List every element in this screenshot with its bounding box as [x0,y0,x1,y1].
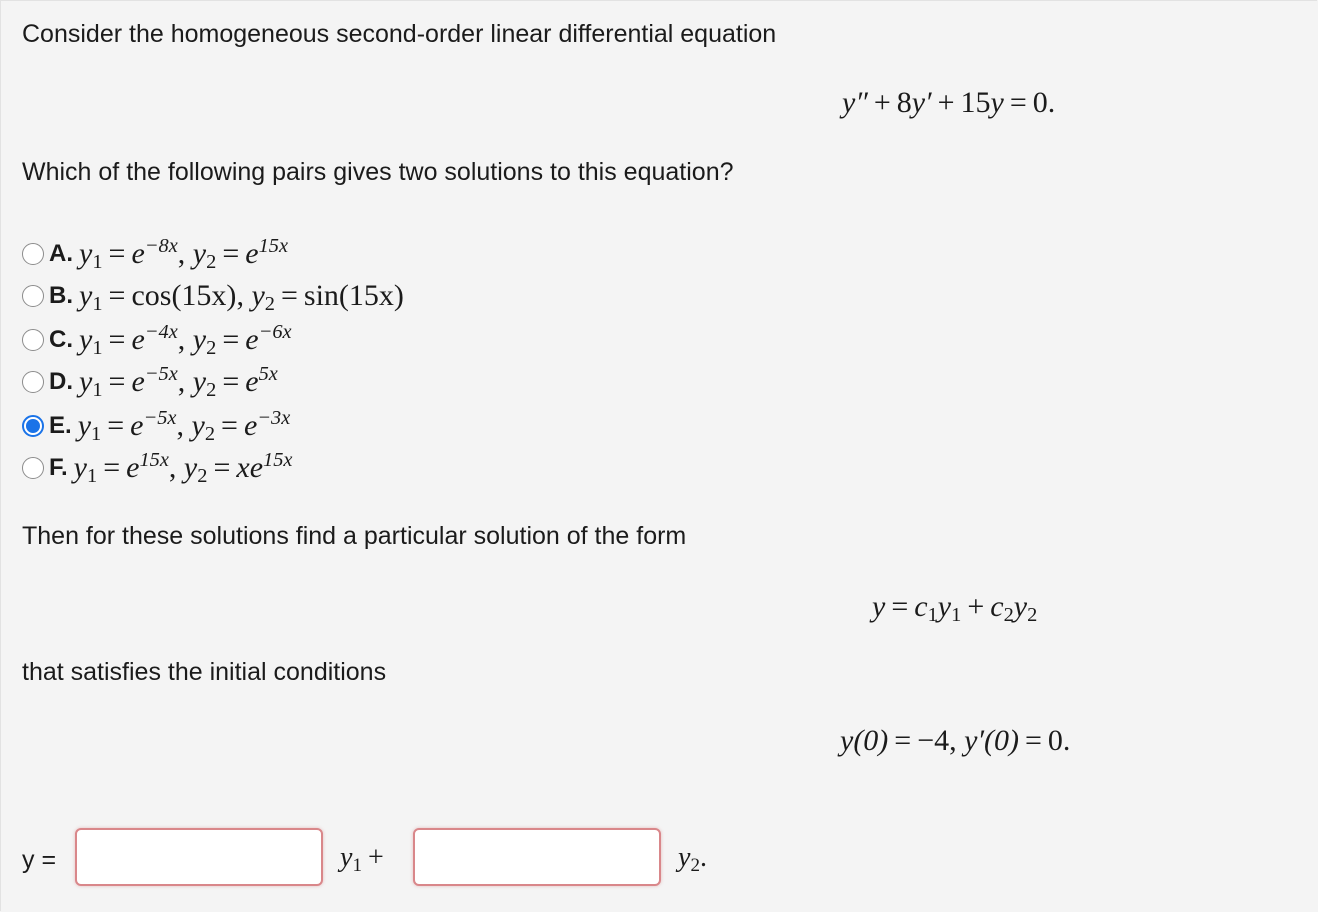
choice-letter: A. [49,240,73,267]
choice-letter: D. [49,368,73,395]
particular-solution-form: $y = c_1y_1 + c_2y_2$ [872,590,1038,627]
choice-e-math: $y_1 = e^{-5x}$, $y_2 = e^{-3x}$ [77,406,291,446]
choice-e[interactable] [22,406,290,446]
choice-letter: C. [49,326,73,353]
radio-d[interactable] [22,371,44,393]
choice-b[interactable] [22,276,404,316]
choice-c[interactable] [22,320,292,360]
initial-conditions: y(0) = −4, y′(0) = 0. [840,724,1071,757]
c1-answer-input[interactable] [75,828,323,886]
choice-letter: E. [49,412,72,439]
answer-y-label: y = [22,846,57,874]
radio-a[interactable] [22,243,44,265]
which-prompt: Which of the following pairs gives two solutions to this equation? [22,158,734,186]
answer-y2-term: $y_2$. [678,842,707,876]
choice-f[interactable] [22,448,292,488]
radio-b[interactable] [22,285,44,307]
intro-text: Consider the homogeneous second-order linear differential equation [22,20,777,48]
choice-letter: F. [49,454,68,481]
choice-d[interactable] [22,362,278,402]
ic-prompt: that satisfies the initial conditions [22,658,387,686]
choice-b-math: $y_1 = \cos(15x)$, $y_2 = \sin(15x)$ [79,279,404,316]
choice-c-math: $y_1 = e^{-4x}$, $y_2 = e^{-6x}$ [79,320,292,360]
answer-y1-term: $y_1$ + [340,842,384,876]
choice-a[interactable] [22,234,288,274]
radio-f[interactable] [22,457,44,479]
radio-e-selected[interactable] [22,415,44,437]
differential-equation: y″ + 8y′ + 15y = 0. [842,86,1056,119]
choice-a-math: $y_1 = e^{-8x}$, $y_2 = e^{15x}$ [79,234,289,274]
radio-c[interactable] [22,329,44,351]
c2-answer-input[interactable] [413,828,661,886]
choice-f-math: $y_1 = e^{15x}$, $y_2 = xe^{15x}$ [73,448,293,488]
choice-d-math: $y_1 = e^{-5x}$, $y_2 = e^{5x}$ [79,362,278,402]
choice-letter: B. [49,282,73,309]
then-prompt: Then for these solutions find a particular solution of the form [22,522,687,550]
